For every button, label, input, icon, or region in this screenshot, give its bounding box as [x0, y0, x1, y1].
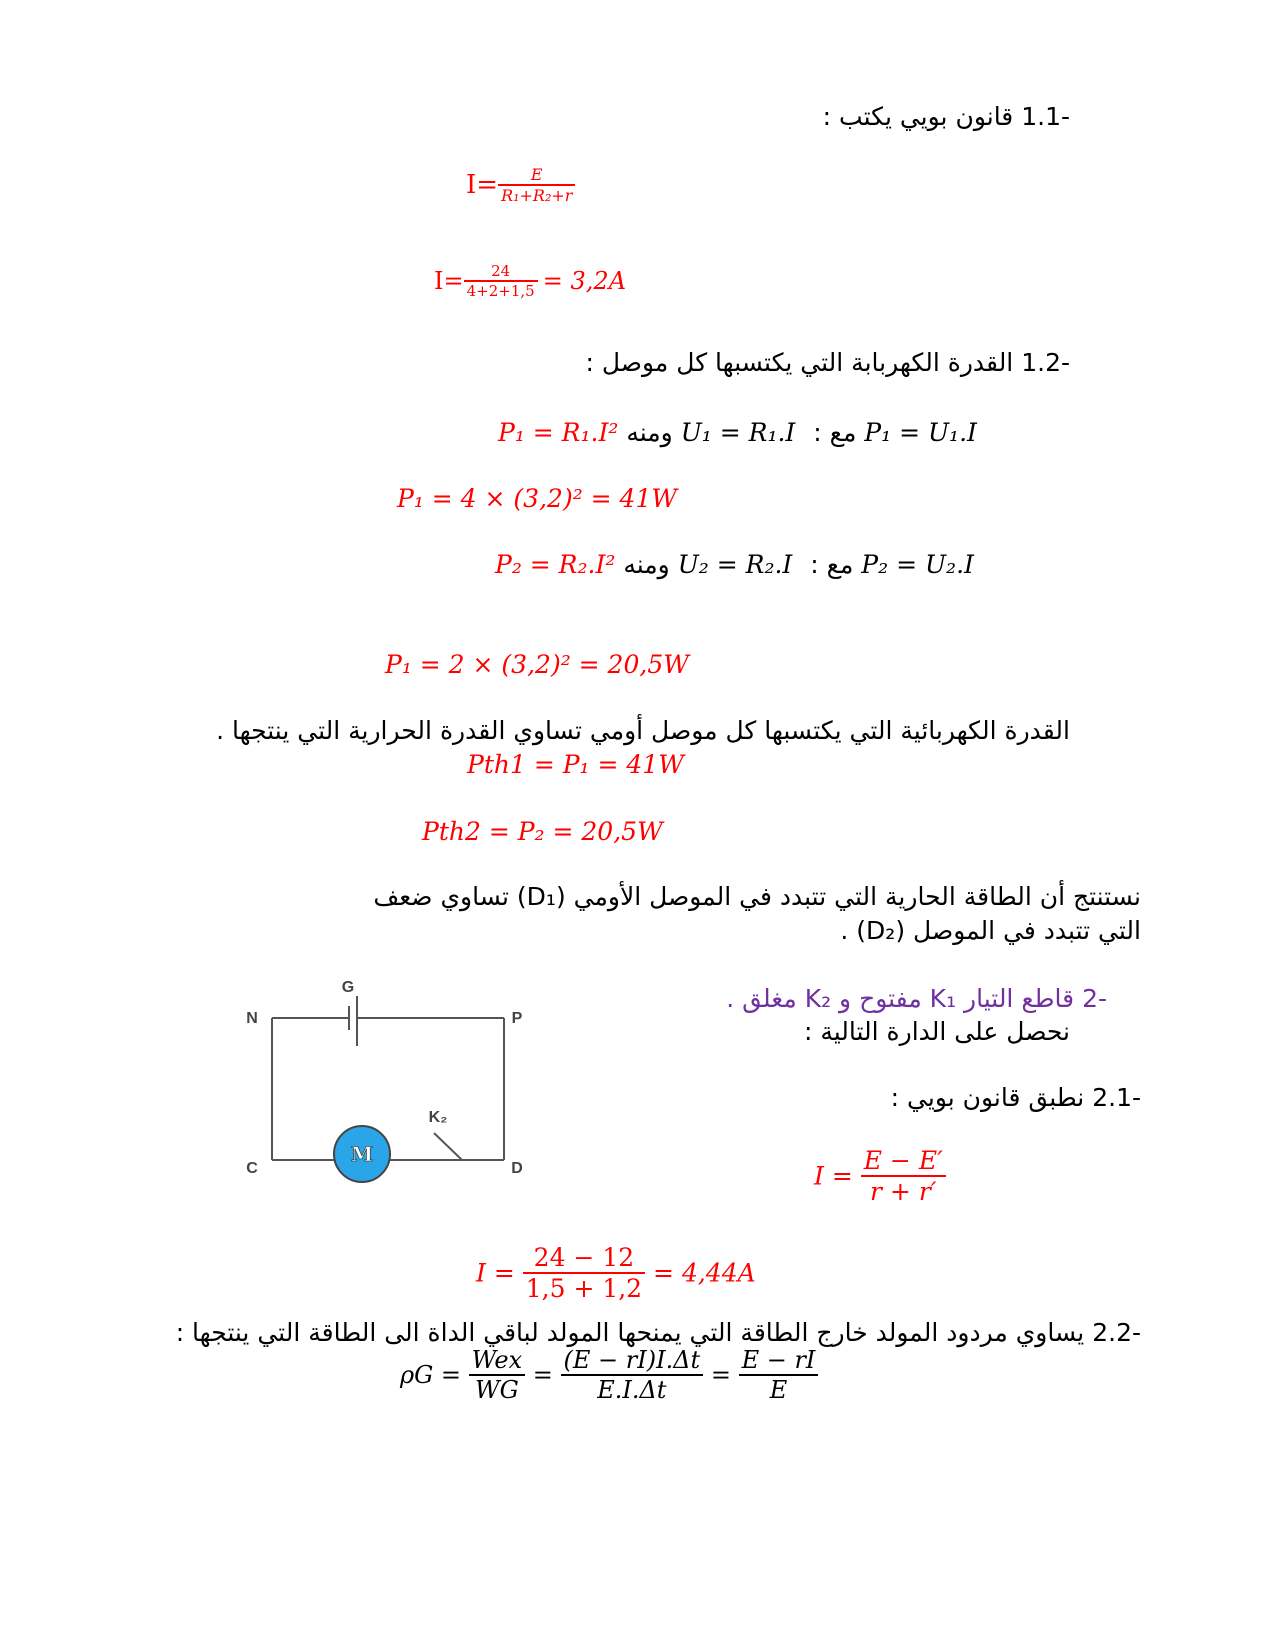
eq-current-numeric	[434, 262, 626, 300]
eq-motor-current-lhs: I =	[814, 1161, 853, 1191]
q2-sub: نحصل على الدارة التالية :	[803, 1017, 1070, 1046]
eq-motor-current-numeric-num: 24 − 12	[523, 1243, 645, 1274]
pth1-equation: Pth1 = P₁ = 41W	[467, 750, 684, 779]
eq-current-general-num: E	[498, 165, 575, 186]
pth2-equation: Pth2 = P₂ = 20,5W	[422, 817, 663, 846]
p2-relation-line	[495, 550, 974, 579]
label-g: G	[341, 979, 355, 996]
q1-2-heading	[585, 348, 1070, 377]
q2-1-text: نطبق قانون بويي :	[890, 1083, 1085, 1112]
q2-2-text: يساوي مردود المولد خارج الطاقة التي يمنحها المولد لباقي الداة الى الطاقة التي ينتجها :	[175, 1318, 1085, 1347]
eq-motor-current-numeric	[476, 1243, 756, 1303]
p2-value: P₁ = 2 × (3,2)² = 20,5W	[385, 650, 689, 679]
eq-motor-current-numeric-rhs: = 4,44A	[653, 1258, 756, 1288]
p1-relation-mid: U₁ = R₁.I	[680, 418, 796, 447]
p1-relation-ma: : مع	[813, 418, 857, 447]
label-n: N	[246, 1010, 258, 1027]
eq-efficiency-f1-den: WG	[474, 1376, 519, 1404]
p2-relation-left: P₂ = R₂.I²	[495, 550, 616, 579]
eq-efficiency-f3-num: E − rI	[739, 1346, 819, 1376]
eq-current-numeric-rhs: = 3,2A	[542, 267, 627, 295]
p1-relation-right: P₁ = U₁.I	[864, 418, 977, 447]
p2-relation-wmnh: ومنه	[623, 550, 670, 579]
p2-relation-ma: : مع	[810, 550, 854, 579]
q2-text: قاطع التيار K₁ مفتوح و K₂ مغلق .	[726, 984, 1075, 1013]
eq-motor-current	[814, 1146, 946, 1206]
q2-2-heading	[176, 1318, 1141, 1347]
q2-1-number: 2.1-	[1092, 1083, 1141, 1112]
q1-2-text: القدرة الكهربابة التي يكتسبها كل موصل :	[585, 348, 1014, 377]
q2-heading	[726, 984, 1107, 1013]
label-p: P	[511, 1010, 523, 1027]
conclusion-line-2: التي تتبدد في الموصل (D₂) .	[840, 916, 1141, 945]
eq-motor-current-numeric-lhs: I =	[476, 1258, 515, 1288]
eq-efficiency: ρG = $\frac{\text{Wex}}{WG}$ = $\frac{(E - rI)I.\Delta t}{E.I.\Delta t}$ = $\frac{E - rI}{E}$	[400, 1346, 818, 1404]
q2-2-number: 2.2-	[1092, 1318, 1141, 1347]
switch-k2-blade	[434, 1133, 462, 1160]
q1-1-text: قانون بويي يكتب :	[822, 102, 1014, 131]
eq-efficiency-f2-num: (E − rI)I.Δt	[561, 1346, 704, 1376]
eq-efficiency-f3-den: E	[769, 1376, 788, 1404]
q2-1-heading	[891, 1083, 1141, 1112]
p2-relation-right: P₂ = U₂.I	[861, 550, 974, 579]
conclusion-line-1: نستنتج أن الطاقة الحارية التي تتبدد في الموصل الأومي (D₁) تساوي ضعف	[373, 882, 1141, 911]
eq-current-general-den: R₁+R₂+r	[501, 186, 573, 205]
circuit-diagram	[230, 970, 550, 1200]
motor-label: M	[350, 1142, 374, 1166]
label-k2: K₂	[428, 1109, 448, 1126]
eq-efficiency-f1-num: Wex	[469, 1346, 525, 1376]
label-c: C	[246, 1160, 258, 1177]
eq-motor-current-numeric-den: 1,5 + 1,2	[525, 1274, 643, 1303]
eq-motor-current-den: r + r′	[870, 1177, 937, 1206]
q1-1-heading	[823, 102, 1070, 131]
eq-current-numeric-den: 4+2+1,5	[466, 282, 535, 300]
p1-relation-line	[498, 418, 977, 447]
eq-motor-current-num: E − E′	[861, 1146, 946, 1177]
eq-current-numeric-num: 24	[464, 262, 538, 282]
label-d: D	[511, 1160, 523, 1177]
q1-1-number: 1.1-	[1021, 102, 1070, 131]
eq-current-numeric-lhs: I=	[434, 267, 464, 295]
thermal-statement: القدرة الكهربائية التي يكتسبها كل موصل أومي تساوي القدرة الحرارية التي ينتجها .	[216, 716, 1070, 745]
eq-efficiency-f2-den: E.I.Δt	[597, 1376, 667, 1404]
q2-number: 2-	[1082, 984, 1107, 1013]
p1-value: P₁ = 4 × (3,2)² = 41W	[397, 484, 678, 513]
p1-relation-left: P₁ = R₁.I²	[498, 418, 619, 447]
p1-relation-wmnh: ومنه	[626, 418, 673, 447]
eq-current-general-lhs: I=	[466, 170, 499, 200]
eq-current-general	[466, 165, 575, 205]
q1-2-number: 1.2-	[1021, 348, 1070, 377]
eq-efficiency-lhs: ρG =	[400, 1361, 462, 1389]
p2-relation-mid: U₂ = R₂.I	[677, 550, 793, 579]
